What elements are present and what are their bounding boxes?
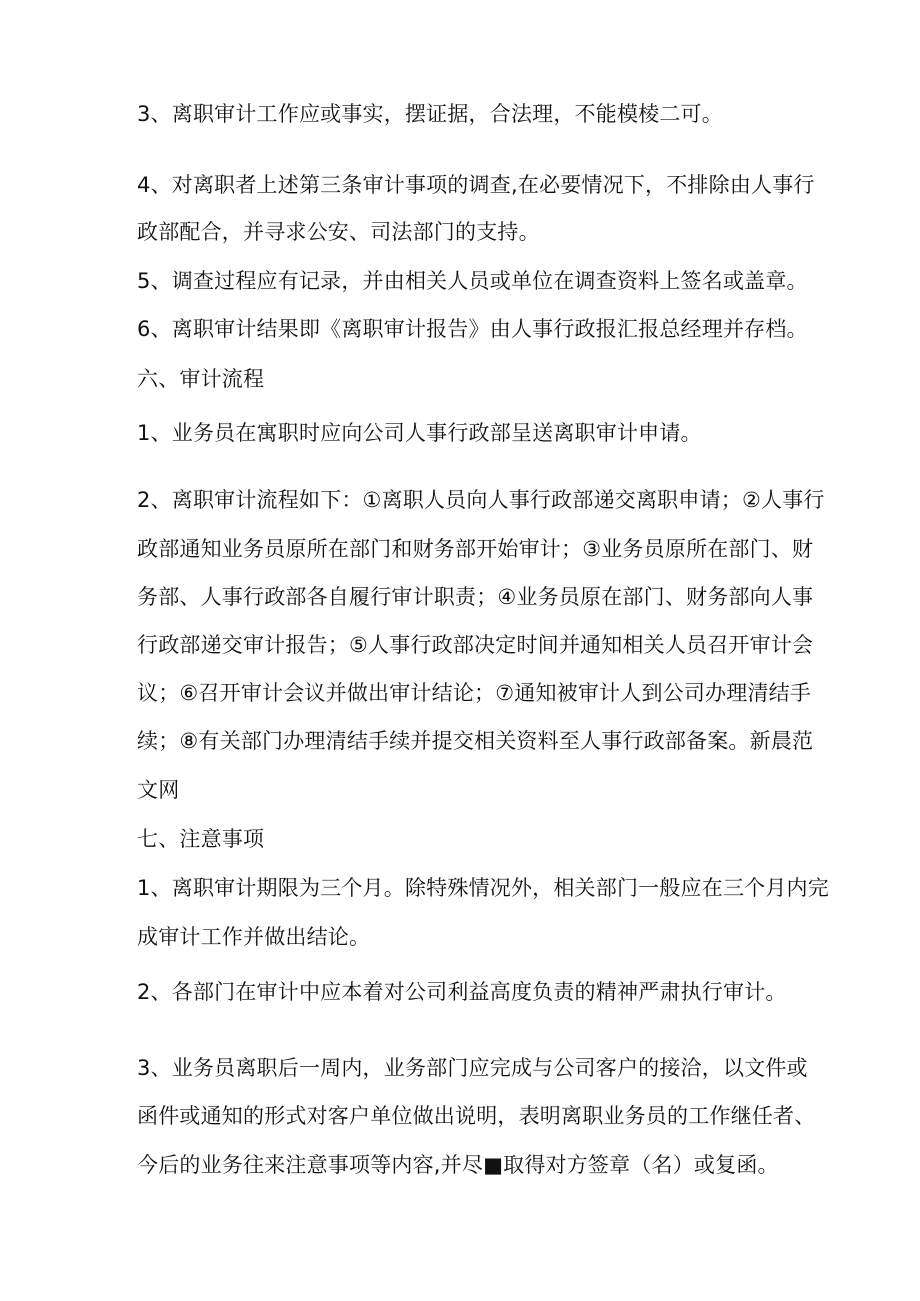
text-line: 议；⑥召开审计会议并做出审计结论；⑦通知被审计人到公司办理清结手 [137,681,812,705]
text-line: 政部通知业务员原所在部门和财务部开始审计；③业务员原所在部门、财 [137,537,814,561]
text-line: 2、离职审计流程如下：①离职人员向人事行政部递交离职申请；②人事行 [137,488,825,512]
text-line: 5、调查过程应有记录，并由相关人员或单位在调查资料上签名或盖章。 [137,269,808,293]
text-line: 4、对离职者上述第三条审计事项的调查,在必要情况下，不排除由人事行 [137,173,815,197]
text-line: 文网 [137,778,180,802]
text-line: 成审计工作并做出结论。 [137,925,371,949]
text-line: 续；⑧有关部门办理清结手续并提交相关资料至人事行政部备案。新晨范 [137,729,814,753]
text-line: 行政部递交审计报告；⑤人事行政部决定时间并通知相关人员召开审计会 [137,633,814,657]
section-heading: 六、审计流程 [137,367,265,391]
text-line: 3、离职审计工作应或事实，摆证据，合法理，不能模棱二可。 [137,102,723,126]
text-line: 1、业务员在寓职时应向公司人事行政部呈送离职审计申请。 [137,421,702,445]
text-line: 今后的业务往来注意事项等内容,并尽■取得对方签章（名）或复函。 [137,1153,779,1177]
text-line: 政部配合，并寻求公安、司法部门的支持。 [137,220,540,244]
section-heading: 七、注意事项 [137,827,265,851]
text-line: 6、离职审计结果即《离职审计报告》由人事行政报汇报总经理并存档。 [137,317,808,341]
text-line: 1、离职审计期限为三个月。除特殊情况外，相关部门一般应在三个月内完 [137,876,829,900]
text-line: 3、业务员离职后一周内，业务部门应完成与公司客户的接洽，以文件或 [137,1056,808,1080]
text-line: 2、各部门在审计中应本着对公司利益高度负责的精神严肃执行审计。 [137,980,787,1004]
text-line: 务部、人事行政部各自履行审计职责；④业务员原在部门、财务部向人事 [137,585,814,609]
text-line: 函件或通知的形式对客户单位做出说明，表明离职业务员的工作继任者、 [137,1104,816,1128]
